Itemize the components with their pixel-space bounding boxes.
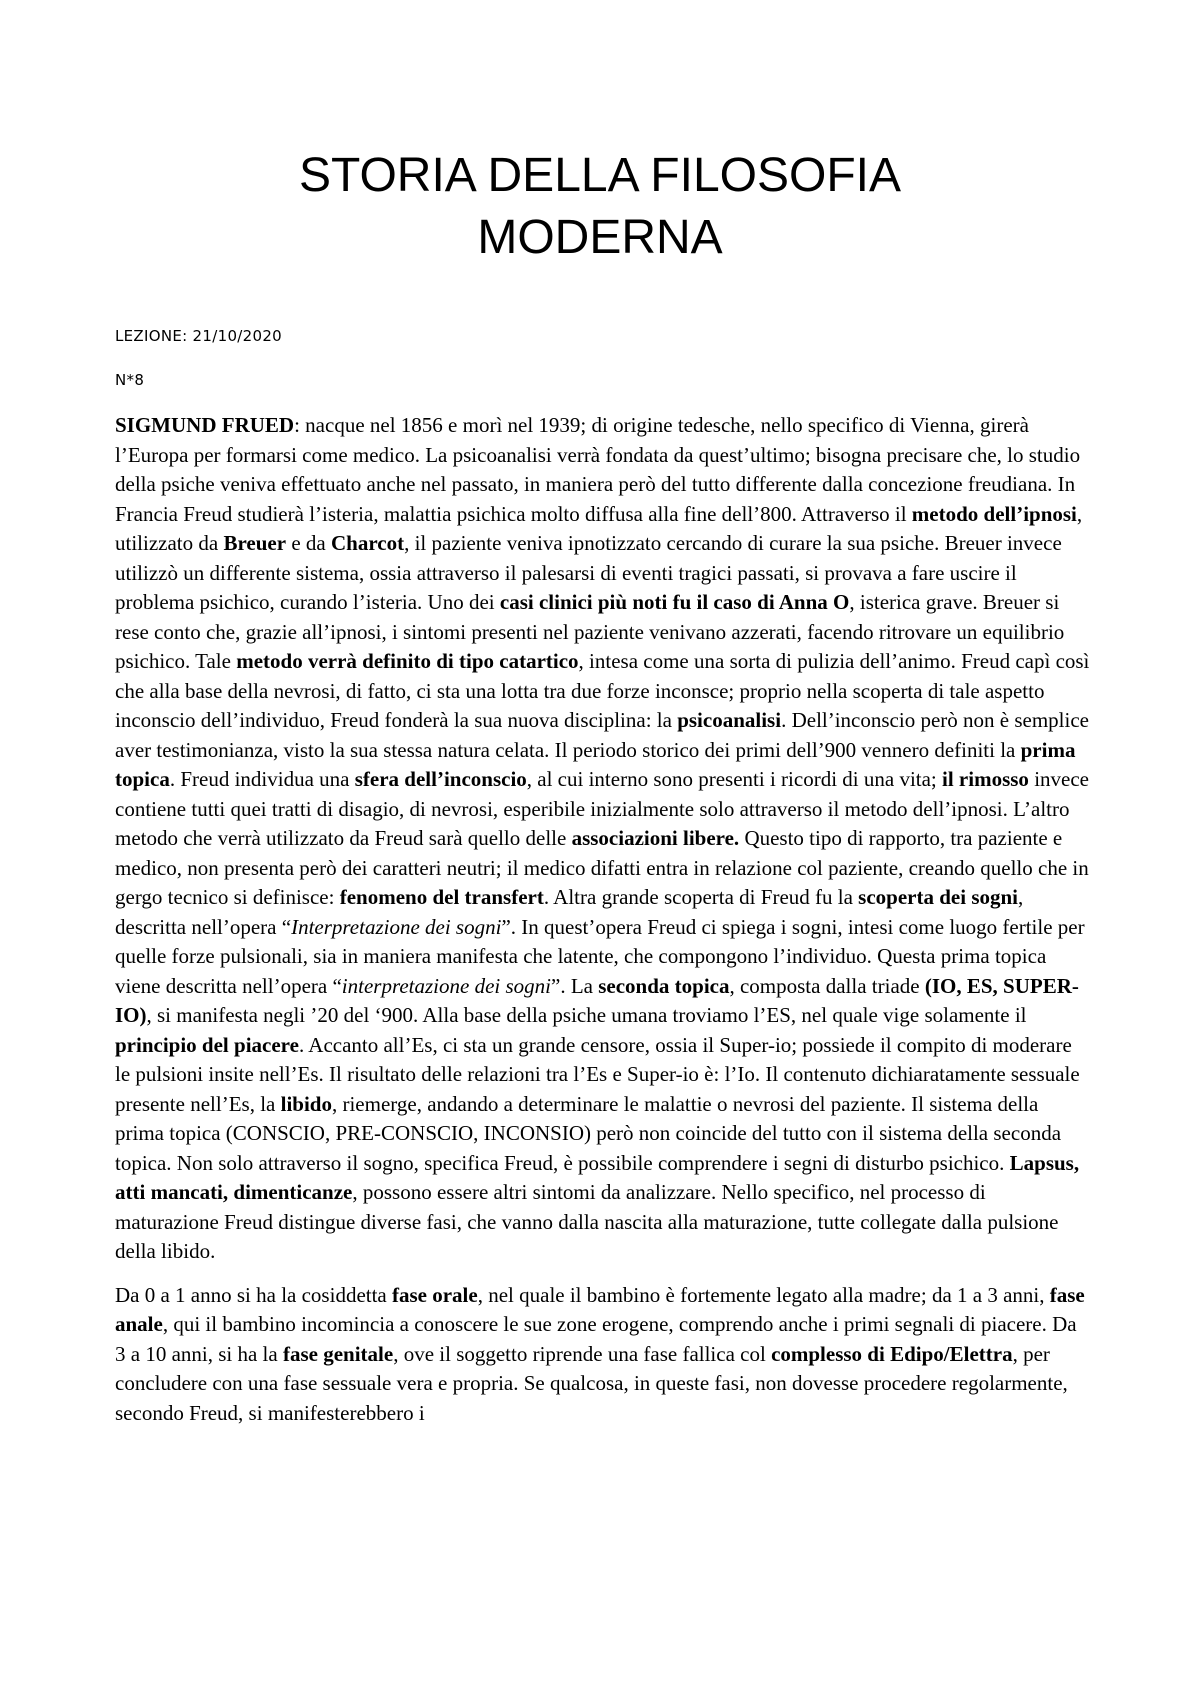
text-bold: fase orale <box>392 1282 478 1307</box>
text-run: . Dell’inconscio però non è semplice aver testimonianza, visto la sua stessa natura celata. Il periodo storico dei primi dell’900 vennero definiti la <box>115 708 1089 762</box>
text-bold: fenomeno del transfert <box>339 885 544 909</box>
text-bold: scoperta dei sogni <box>858 885 1018 909</box>
lesson-date: LEZIONE: 21/10/2020 <box>115 327 283 345</box>
text-bold: seconda topica <box>598 973 730 998</box>
document-title <box>0 145 1200 269</box>
text-bold: Charcot <box>330 531 405 555</box>
text-bold: libido <box>280 1091 332 1116</box>
text-bold: principio del piacere <box>115 1032 299 1057</box>
title-line-2: MODERNA <box>477 211 723 264</box>
text-bold: Lapsus, atti mancati, dimenticanze <box>115 1150 1080 1204</box>
text-bold: SIGMUND FRUED <box>115 413 295 437</box>
text-run: ”. In quest’opera Freud ci spiega i sogni, intesi come luogo fertile per quelle forze pulsionali, sia in maniera manifesta che latente, che compongono l’individuo. Questa prima topica viene descritta nell’opera “ <box>115 914 1085 998</box>
document-body <box>115 411 1091 1442</box>
text-run: , si manifesta negli ’20 del ‘900. Alla base della psiche umana troviamo l’ES, nel quale vige solamente il <box>146 1003 1027 1027</box>
text-run: , intesa come una sorta di pulizia dell’animo. Freud capì così che alla base della nevrosi, di fatto, ci sta una lotta tra due forze inconsce; proprio nella scoperta di tale aspetto inconscio dell’individuo, Freud fonderà la sua nuova disciplina: la <box>115 649 1090 732</box>
paragraph-freud <box>115 411 1091 1267</box>
text-bold: prima topica <box>115 737 1076 791</box>
text-bold: il rimosso <box>942 767 1029 791</box>
text-run: , descritta nell’opera “ <box>115 885 1024 939</box>
text-run: , per concludere con una fase sessuale vera e propria. Se qualcosa, in queste fasi, non dovesse procedere regolarmente, secondo Freud, si manifesterebbero i <box>115 1341 1068 1425</box>
text-italic: interpretazione dei sogni <box>341 973 551 998</box>
text-run: ”. La <box>551 973 599 998</box>
text-bold: metodo dell’ipnosi <box>911 501 1077 526</box>
text-run: . Accanto all’Es, ci sta un grande censore, ossia il Super-io; possiede il compito di moderare le pulsioni insite nell’Es. Il risultato delle relazioni tra l’Es e Super-io è: l’Io. Il contenuto dichiaratamente sessuale presente nell’Es, la <box>115 1032 1080 1116</box>
text-run: , qui il bambino incomincia a conoscere le sue zone erogene, comprendo anche i primi segnali di piacere. Da 3 a 10 anni, si ha la <box>115 1312 1077 1366</box>
text-run: invece contiene tutti quei tratti di disagio, di nevrosi, esperibile inizialmente solo attraverso il metodo dell’ipnosi. L’altro metodo che verrà utilizzato da Freud sarà quello delle <box>115 767 1089 850</box>
paragraph-phases <box>115 1281 1091 1429</box>
text-bold: psicoanalisi <box>677 708 782 732</box>
text-run: , riemerge, andando a determinare le malattie o nevrosi del paziente. Il sistema della prima topica (CONSCIO, PRE-CONSCIO, INCONSIO) però non coincide del tutto con il sistema della seconda topica. Non solo attraverso il sogno, specifica Freud, è possibile comprendere i segni di disturbo psichico. <box>115 1091 1062 1175</box>
text-run: , ove il soggetto riprende una fase fallica col <box>393 1341 772 1366</box>
text-italic: Interpretazione dei sogni <box>291 914 502 939</box>
text-run: , possono essere altri sintomi da analizzare. Nello specifico, nel processo di maturazione Freud distingue diverse fasi, che vanno dalla nascita alla maturazione, tutte collegate dalla pulsione della libido. <box>115 1180 1059 1263</box>
text-run: , isterica grave. Breuer si rese conto che, grazie all’ipnosi, i sintomi presenti nel paziente venivano azzerati, facendo ritrovare un equilibrio psichico. Tale <box>115 590 1065 673</box>
title-line-1: STORIA DELLA FILOSOFIA <box>299 149 901 202</box>
text-bold: (IO, ES, SUPER-IO) <box>115 973 1079 1027</box>
text-run: , utilizzato da <box>115 501 1083 555</box>
text-run: Da 0 a 1 anno si ha la cosiddetta <box>115 1282 392 1307</box>
text-run: . Freud individua una <box>169 767 355 791</box>
text-bold: fase anale <box>115 1282 1085 1336</box>
text-run: : nacque nel 1856 e morì nel 1939; di origine tedesche, nello specifico di Vienna, girerà l’Europa per formarsi come medico. La psicoanalisi verrà fondata da quest’ultimo; bisogna precisare che, lo studio della psiche veniva effettuato anche nel passato, in maniera però del tutto differente dalla concezione freudiana. In Francia Freud studierà l’isteria, malattia psichica molto diffusa alla fine dell’800. Attraverso il <box>115 413 1081 526</box>
text-bold: complesso di Edipo/Elettra <box>771 1341 1013 1366</box>
text-bold: fase genitale <box>282 1341 394 1366</box>
text-run: , composta dalla triade <box>729 973 925 998</box>
text-run: , il paziente veniva ipnotizzato cercando di curare la sua psiche. Breuer invece utilizzò un differente sistema, ossia attraverso il palesarsi di eventi tragici passati, si provava a fare uscire il problema psichico, curando l’isteria. Uno dei <box>115 531 1062 614</box>
text-bold: casi clinici più noti fu il caso di Anna O <box>499 590 850 614</box>
text-run: , al cui interno sono presenti i ricordi di una vita; <box>526 767 943 791</box>
text-run: , nel quale il bambino è fortemente legato alla madre; da 1 a 3 anni, <box>477 1282 1050 1307</box>
text-run: e da <box>286 531 331 555</box>
text-bold: Breuer <box>223 531 287 555</box>
text-bold: metodo verrà definito di tipo catartico <box>236 649 579 673</box>
text-bold: associazioni libere. <box>571 826 740 850</box>
text-run: . Altra grande scoperta di Freud fu la <box>543 885 859 909</box>
text-run: Questo tipo di rapporto, tra paziente e medico, non presenta però dei caratteri neutri; il medico difatti entra in relazione col paziente, creando quello che in gergo tecnico si definisce: <box>115 826 1089 909</box>
lesson-number: N*8 <box>115 371 145 389</box>
text-bold: sfera dell’inconscio <box>354 767 527 791</box>
